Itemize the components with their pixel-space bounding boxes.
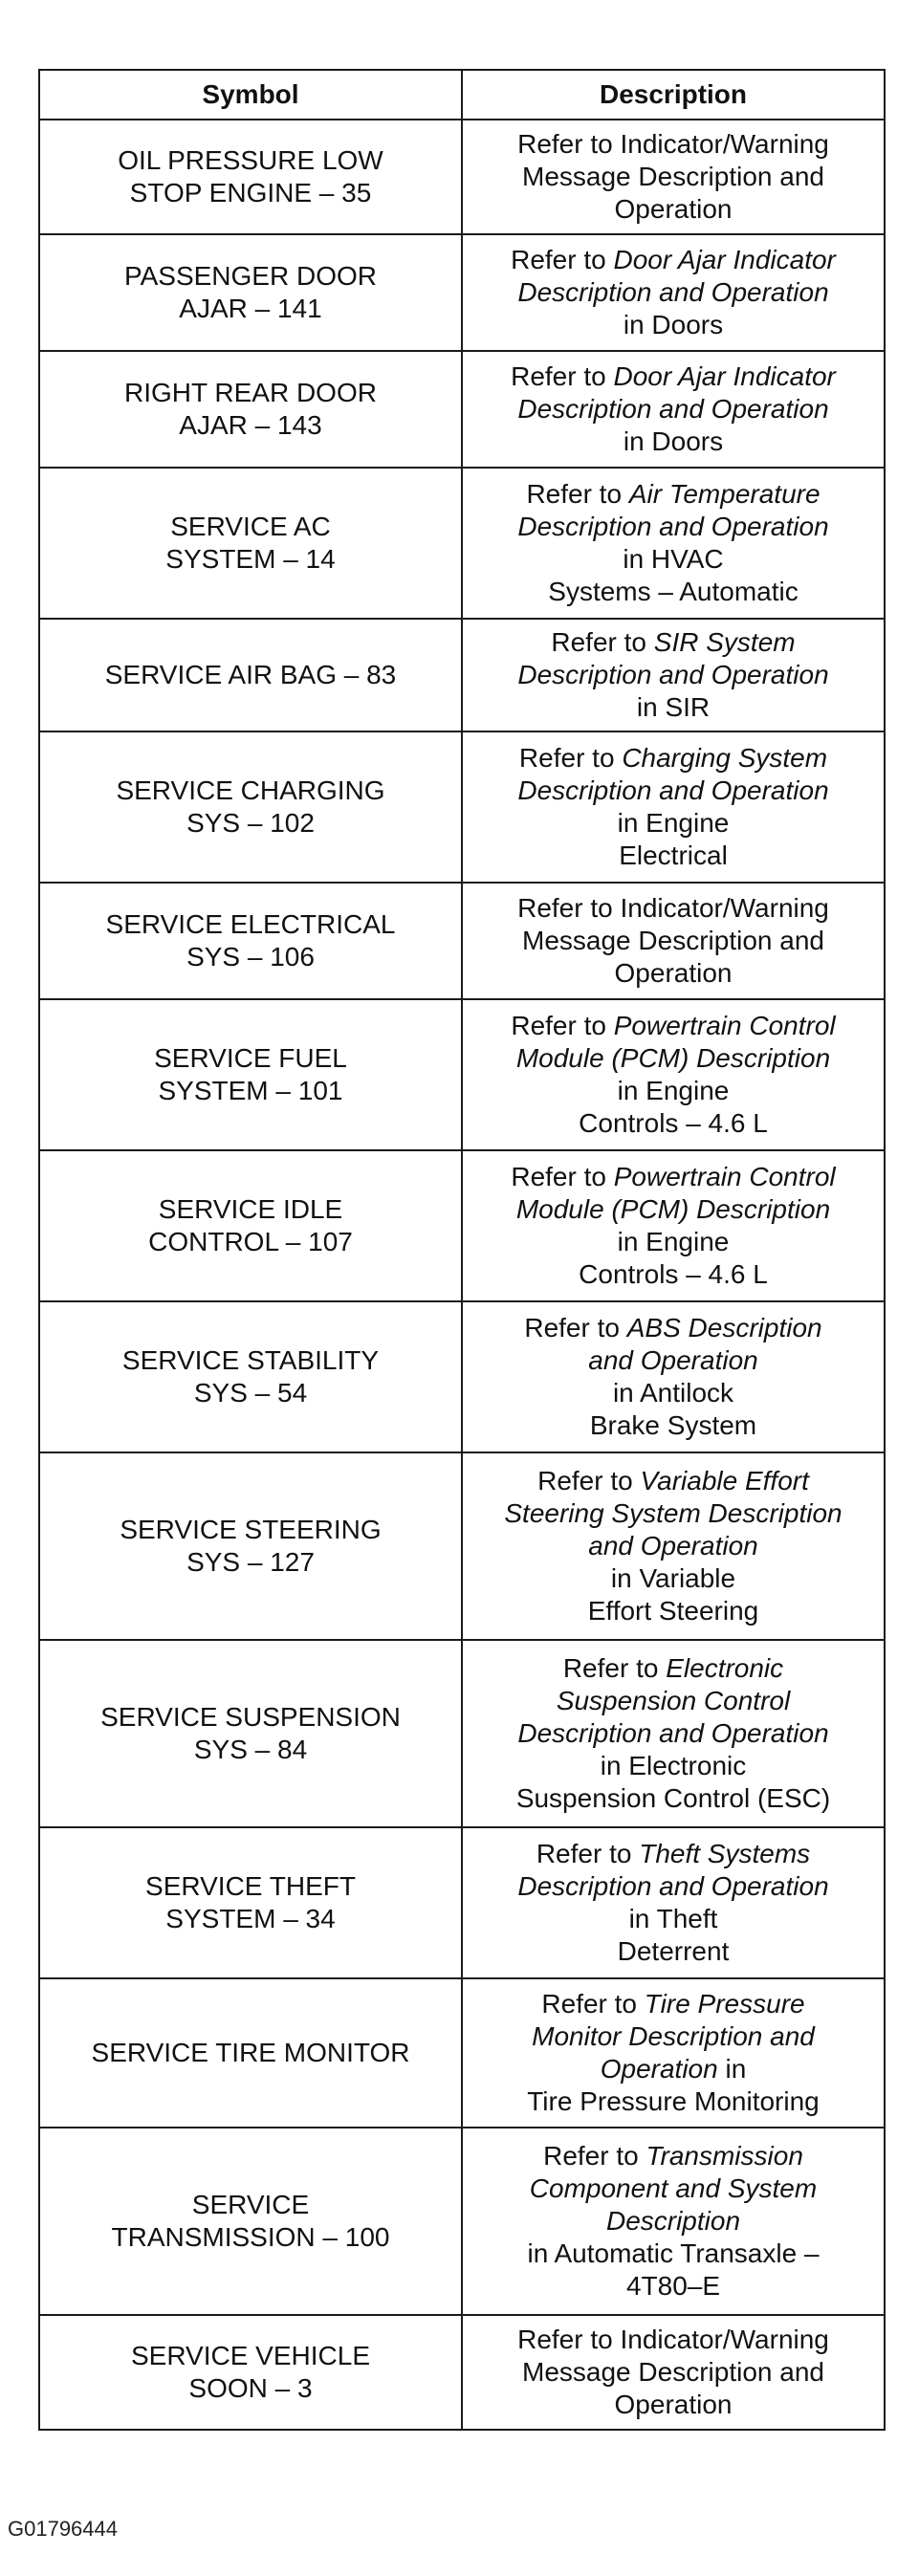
description-reference-text: Tire Pressure — [644, 1989, 805, 2019]
description-text: Refer to — [541, 1989, 645, 2019]
figure-id: G01796444 — [8, 2517, 118, 2541]
description-line — [467, 1935, 880, 1968]
symbol-line: SYS – 54 — [193, 1378, 308, 1408]
table-row — [39, 1640, 885, 1827]
description-cell — [462, 2315, 885, 2430]
description-reference-text: Description and Operation — [517, 660, 829, 689]
table-row — [39, 619, 885, 731]
description-line — [467, 1750, 880, 1782]
description-line — [467, 426, 880, 458]
symbol-line: SERVICE THEFT — [145, 1871, 356, 1901]
description-text: Operation — [614, 194, 733, 224]
description-reference-text: Door Ajar Indicator — [613, 361, 836, 391]
description-text: Refer to — [511, 245, 614, 274]
symbol-column-header: Symbol — [39, 70, 462, 120]
symbol-line: SERVICE STABILITY — [121, 1345, 380, 1375]
description-line — [467, 1870, 880, 1903]
description-reference-text: Charging System — [622, 743, 828, 773]
symbol-line: SYSTEM – 14 — [165, 544, 336, 574]
description-text: in Automatic Transaxle – — [527, 2238, 820, 2268]
symbol-line: RIGHT REAR DOOR — [124, 378, 377, 407]
description-line — [467, 128, 880, 161]
description-line — [467, 511, 880, 543]
description-text: Suspension Control (ESC) — [515, 1783, 831, 1813]
description-reference-text: and Operation — [588, 1531, 758, 1561]
table-row — [39, 1452, 885, 1640]
description-cell — [462, 2128, 885, 2315]
description-line — [467, 1258, 880, 1291]
description-line — [467, 2238, 880, 2270]
description-line — [467, 1075, 880, 1107]
description-reference-text: Variable Effort — [640, 1466, 809, 1495]
description-cell — [462, 1150, 885, 1301]
description-text: Operation — [614, 958, 733, 988]
symbol-description-table-container — [38, 69, 886, 2431]
symbol-line: SERVICE STEERING — [120, 1515, 382, 1544]
description-text: Refer to Indicator/Warning — [517, 893, 829, 923]
description-line — [467, 742, 880, 775]
table-body — [39, 120, 885, 2430]
description-text: Message Description and — [522, 162, 824, 191]
description-cell — [462, 468, 885, 619]
description-line — [467, 1193, 880, 1226]
symbol-line: SERVICE AIR BAG – 83 — [104, 660, 397, 689]
description-line — [467, 1903, 880, 1935]
description-reference-text: Description and Operation — [517, 775, 829, 805]
description-reference-text: Steering System Description — [504, 1498, 842, 1528]
description-line — [467, 1377, 880, 1409]
description-line — [467, 1312, 880, 1344]
symbol-line: STOP ENGINE – 35 — [129, 178, 372, 207]
description-reference-text: Description and Operation — [517, 277, 829, 307]
description-line — [467, 1988, 880, 2020]
symbol-cell — [39, 999, 462, 1150]
table-row — [39, 351, 885, 468]
description-cell — [462, 234, 885, 351]
description-column-header: Description — [462, 70, 885, 120]
table-header-row — [39, 70, 885, 120]
description-line — [467, 161, 880, 193]
description-reference-text: Monitor Description and — [532, 2021, 815, 2051]
table-row — [39, 468, 885, 619]
description-cell — [462, 1640, 885, 1827]
symbol-line: OIL PRESSURE LOW — [118, 145, 383, 175]
table-row — [39, 120, 885, 234]
description-reference-text: SIR System — [653, 627, 796, 657]
symbol-cell — [39, 351, 462, 468]
symbol-cell — [39, 731, 462, 883]
description-text: in Variable — [610, 1563, 736, 1593]
description-reference-text: Door Ajar Indicator — [613, 245, 836, 274]
description-cell — [462, 1452, 885, 1640]
description-text: Refer to — [511, 1162, 614, 1191]
description-text: Refer to — [511, 1011, 614, 1040]
description-text: Refer to — [524, 1313, 627, 1343]
description-reference-text: Suspension Control — [556, 1686, 791, 1715]
description-line — [467, 775, 880, 807]
description-line — [467, 925, 880, 957]
description-text: in Antilock — [612, 1378, 734, 1408]
symbol-cell — [39, 1640, 462, 1827]
table-row — [39, 1827, 885, 1978]
description-line — [467, 840, 880, 872]
description-reference-text: Description and Operation — [517, 394, 829, 424]
symbol-line: SYSTEM – 101 — [158, 1076, 343, 1105]
description-text: Tire Pressure Monitoring — [527, 2086, 820, 2116]
description-text: in — [717, 2054, 747, 2084]
description-text: Controls – 4.6 L — [579, 1259, 768, 1289]
description-text: Effort Steering — [587, 1596, 759, 1626]
description-reference-text: ABS Description — [626, 1313, 822, 1343]
description-reference-text: Transmission — [645, 2141, 803, 2171]
symbol-description-table — [38, 69, 886, 2431]
description-line — [467, 244, 880, 276]
symbol-line: AJAR – 143 — [179, 410, 322, 440]
description-text: Message Description and — [522, 2357, 824, 2387]
table-row — [39, 731, 885, 883]
description-cell — [462, 351, 885, 468]
description-line — [467, 576, 880, 608]
description-line — [467, 1226, 880, 1258]
description-text: 4T80–E — [625, 2271, 721, 2301]
description-line — [467, 1595, 880, 1627]
symbol-cell — [39, 1150, 462, 1301]
symbol-cell — [39, 1827, 462, 1978]
description-text: in Engine — [617, 808, 730, 838]
description-line — [467, 2205, 880, 2238]
table-row — [39, 1301, 885, 1452]
description-reference-text: Component and System — [529, 2173, 818, 2203]
symbol-line: SERVICE TIRE MONITOR — [91, 2038, 410, 2067]
description-line — [467, 1161, 880, 1193]
description-line — [467, 2172, 880, 2205]
symbol-line: PASSENGER DOOR — [124, 261, 377, 291]
description-reference-text: Theft Systems — [639, 1839, 811, 1868]
description-line — [467, 1497, 880, 1530]
description-reference-text: Description and Operation — [517, 1718, 829, 1748]
symbol-line: SERVICE VEHICLE — [130, 2341, 371, 2370]
description-cell — [462, 1978, 885, 2128]
description-cell — [462, 999, 885, 1150]
description-reference-text: Air Temperature — [628, 479, 821, 509]
description-text: Refer to — [543, 2141, 646, 2171]
symbol-line: SERVICE SUSPENSION — [100, 1702, 401, 1732]
description-line — [467, 2085, 880, 2118]
description-line — [467, 1652, 880, 1685]
description-reference-text: Powertrain Control — [613, 1011, 836, 1040]
description-cell — [462, 619, 885, 731]
description-text: Refer to — [526, 479, 629, 509]
description-line — [467, 1717, 880, 1750]
description-line — [467, 807, 880, 840]
description-text: Refer to — [511, 361, 614, 391]
symbol-line: AJAR – 141 — [179, 294, 322, 323]
description-text: in Theft — [628, 1904, 718, 1933]
description-line — [467, 957, 880, 990]
description-line — [467, 393, 880, 426]
description-line — [467, 1465, 880, 1497]
description-line — [467, 691, 880, 724]
description-line — [467, 2140, 880, 2172]
description-line — [467, 1530, 880, 1562]
description-text: in HVAC — [623, 544, 724, 574]
description-reference-text: Module (PCM) Description — [515, 1043, 831, 1073]
description-line — [467, 360, 880, 393]
symbol-cell — [39, 883, 462, 999]
table-row — [39, 234, 885, 351]
description-text: in Electronic — [600, 1751, 747, 1780]
table-row — [39, 999, 885, 1150]
symbol-line: TRANSMISSION – 100 — [111, 2222, 390, 2252]
symbol-line: SYS – 102 — [186, 808, 315, 838]
description-line — [467, 543, 880, 576]
description-text: Refer to — [537, 1466, 641, 1495]
description-cell — [462, 731, 885, 883]
symbol-cell — [39, 2128, 462, 2315]
description-text: Refer to Indicator/Warning — [517, 129, 829, 159]
description-reference-text: Electronic — [666, 1653, 784, 1683]
symbol-line: SERVICE ELECTRICAL — [105, 909, 396, 939]
description-line — [467, 1010, 880, 1042]
symbol-line: SYS – 127 — [186, 1547, 315, 1577]
table-row — [39, 883, 885, 999]
description-line — [467, 1838, 880, 1870]
description-line — [467, 659, 880, 691]
symbol-cell — [39, 468, 462, 619]
description-cell — [462, 883, 885, 999]
description-text: in Doors — [623, 426, 724, 456]
description-reference-text: Operation — [600, 2054, 718, 2084]
description-text: Message Description and — [522, 926, 824, 955]
table-row — [39, 1150, 885, 1301]
description-line — [467, 2356, 880, 2389]
description-line — [467, 1409, 880, 1442]
description-text: in Doors — [623, 310, 724, 339]
table-row — [39, 1978, 885, 2128]
description-text: Deterrent — [617, 1936, 730, 1966]
description-cell — [462, 120, 885, 234]
symbol-line: SYS – 84 — [193, 1735, 308, 1764]
description-line — [467, 1562, 880, 1595]
description-line — [467, 1685, 880, 1717]
description-line — [467, 276, 880, 309]
symbol-cell — [39, 120, 462, 234]
symbol-line: SERVICE IDLE — [158, 1194, 343, 1224]
description-line — [467, 1782, 880, 1815]
table-row — [39, 2128, 885, 2315]
symbol-line: SERVICE CHARGING — [116, 775, 385, 805]
description-line — [467, 193, 880, 226]
description-line — [467, 2270, 880, 2303]
description-reference-text: Description and Operation — [517, 512, 829, 541]
description-line — [467, 1042, 880, 1075]
description-text: Electrical — [619, 840, 728, 870]
description-text: Systems – Automatic — [548, 577, 799, 606]
description-line — [467, 2020, 880, 2053]
symbol-cell — [39, 1978, 462, 2128]
description-line — [467, 626, 880, 659]
description-line — [467, 309, 880, 341]
symbol-line: SOON – 3 — [188, 2373, 313, 2403]
description-line — [467, 2324, 880, 2356]
symbol-line: SYS – 106 — [186, 942, 315, 971]
description-text: Refer to — [551, 627, 654, 657]
description-text: Refer to — [536, 1839, 640, 1868]
symbol-cell — [39, 234, 462, 351]
description-reference-text: Powertrain Control — [613, 1162, 836, 1191]
description-line — [467, 2389, 880, 2421]
description-line — [467, 1344, 880, 1377]
description-line — [467, 1107, 880, 1140]
description-text: in SIR — [636, 692, 711, 722]
description-reference-text: Module (PCM) Description — [515, 1194, 831, 1224]
symbol-cell — [39, 619, 462, 731]
description-text: Refer to Indicator/Warning — [517, 2325, 829, 2354]
table-row — [39, 2315, 885, 2430]
description-reference-text: Description and Operation — [517, 1871, 829, 1901]
symbol-line: SERVICE AC — [170, 512, 331, 541]
description-text: in Engine — [617, 1076, 730, 1105]
description-reference-text: Description — [605, 2206, 741, 2236]
description-cell — [462, 1827, 885, 1978]
symbol-line: SERVICE FUEL — [154, 1043, 347, 1073]
description-line — [467, 478, 880, 511]
symbol-cell — [39, 1301, 462, 1452]
description-text: Controls – 4.6 L — [579, 1108, 768, 1138]
description-line — [467, 2053, 880, 2085]
description-reference-text: and Operation — [588, 1345, 758, 1375]
symbol-cell — [39, 2315, 462, 2430]
description-text: Operation — [614, 2390, 733, 2419]
description-text: in Engine — [617, 1227, 730, 1256]
description-line — [467, 892, 880, 925]
description-text: Brake System — [589, 1410, 757, 1440]
symbol-cell — [39, 1452, 462, 1640]
description-text: Refer to — [562, 1653, 667, 1683]
description-cell — [462, 1301, 885, 1452]
symbol-line: SYSTEM – 34 — [165, 1904, 336, 1933]
description-text: Refer to — [518, 743, 623, 773]
symbol-line: SERVICE — [191, 2190, 310, 2219]
symbol-line: CONTROL – 107 — [148, 1227, 353, 1256]
